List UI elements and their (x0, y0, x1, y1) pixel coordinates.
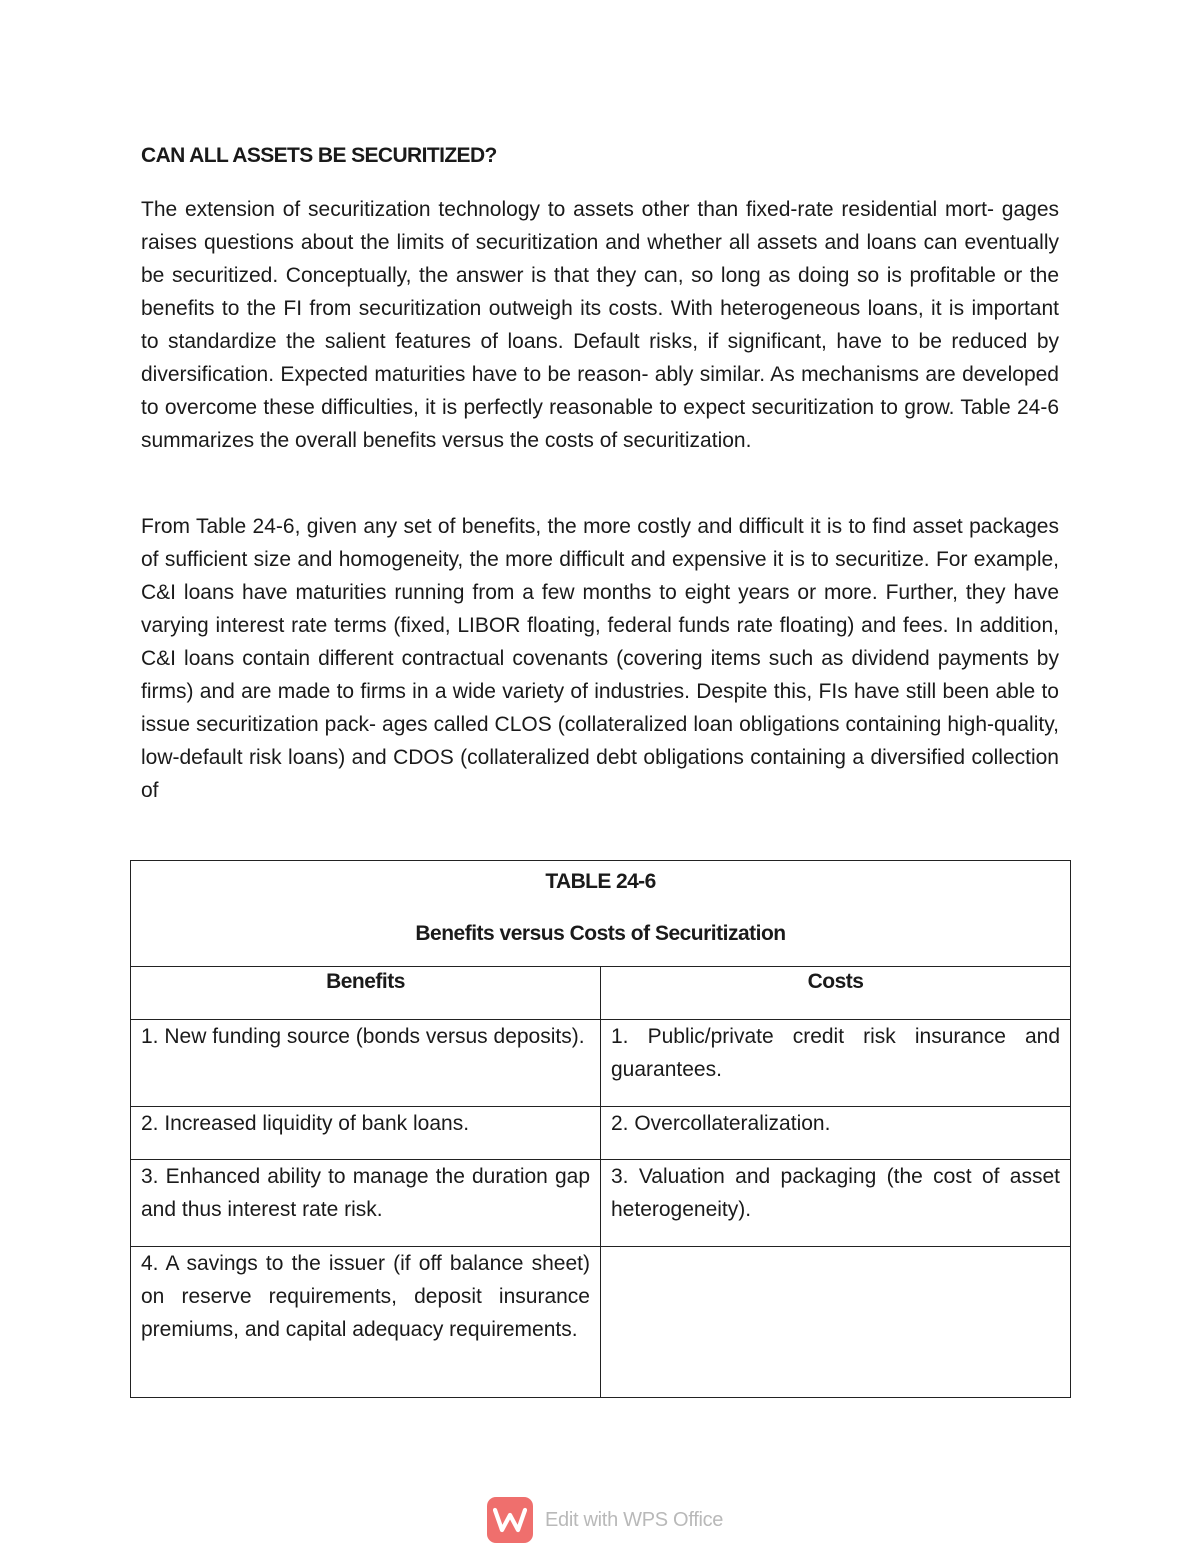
table-title: Benefits versus Costs of Securitization (415, 922, 786, 945)
table-cell-cost: 1. Public/private credit risk insurance and guarantees. (601, 1020, 1071, 1107)
wps-office-logo-icon (487, 1497, 533, 1543)
edit-with-wps-button[interactable] (487, 1497, 723, 1543)
table-cell-benefit: 3. Enhanced ability to manage the duration gap and thus interest rate risk. (131, 1160, 601, 1247)
table-header-row (131, 967, 1071, 1020)
table-caption-row (131, 861, 1071, 967)
table-caption (131, 861, 1071, 967)
body-paragraph-2: From Table 24-6, given any set of benefits, the more costly and difficult it is to find asset packages of sufficient size and homogeneity, the more difficult and expensive it is to securitize. For example, C&I loans have maturities running from a few months to eight years or more. Further, they have varying interest rate terms (fixed, LIBOR floating, federal funds rate floating) and fees. In addition, C&I loans contain different contractual covenants (covering items such as dividend payments by firms) and are made to firms in a wide variety of industries. Despite this, FIs have still been able to issue securitization pack- ages called CLOS (collateralized loan obligations containing high-quality, low-default risk loans) and CDOS (collateralized debt obligations containing a diversified collection of (141, 515, 1059, 802)
table-cell-cost: 3. Valuation and packaging (the cost of asset heterogeneity). (601, 1160, 1071, 1247)
section-heading: CAN ALL ASSETS BE SECURITIZED? (141, 144, 497, 167)
edit-with-wps-label: Edit with WPS Office (545, 1508, 724, 1531)
table-cell-benefit: 4. A savings to the issuer (if off balance sheet) on reserve requirements, deposit insurance premiums, and capital adequacy requirements. (131, 1247, 601, 1398)
table-cell-benefit: 1. New funding source (bonds versus deposits). (131, 1020, 601, 1107)
body-paragraph-1: The extension of securitization technology to assets other than fixed-rate residential mort- gages raises questions about the limits of securitization and whether all assets and loans can eventually be securitized. Conceptually, the answer is that they can, so long as doing so is profitable or the benefits to the FI from securitization outweigh its costs. With heterogeneous loans, it is important to standardize the salient features of loans. Default risks, if significant, have to be reduced by diversification. Expected maturities have to be reason- ably similar. As mechanisms are developed to overcome these difficulties, it is perfectly reasonable to expect securitization to grow. Table 24-6 summarizes the overall benefits versus the costs of securitization. (141, 198, 1059, 452)
table-row (131, 1107, 1071, 1160)
table-row (131, 1247, 1071, 1398)
table-row (131, 1020, 1071, 1107)
table-cell-cost-empty (601, 1247, 1071, 1398)
table-row (131, 1160, 1071, 1247)
benefits-costs-table (130, 860, 1071, 1398)
table-number: TABLE 24-6 (545, 870, 656, 893)
column-header-costs: Costs (601, 967, 1071, 1020)
column-header-benefits: Benefits (131, 967, 601, 1020)
table-cell-cost: 2. Overcollateralization. (601, 1107, 1071, 1160)
table-cell-benefit: 2. Increased liquidity of bank loans. (131, 1107, 601, 1160)
